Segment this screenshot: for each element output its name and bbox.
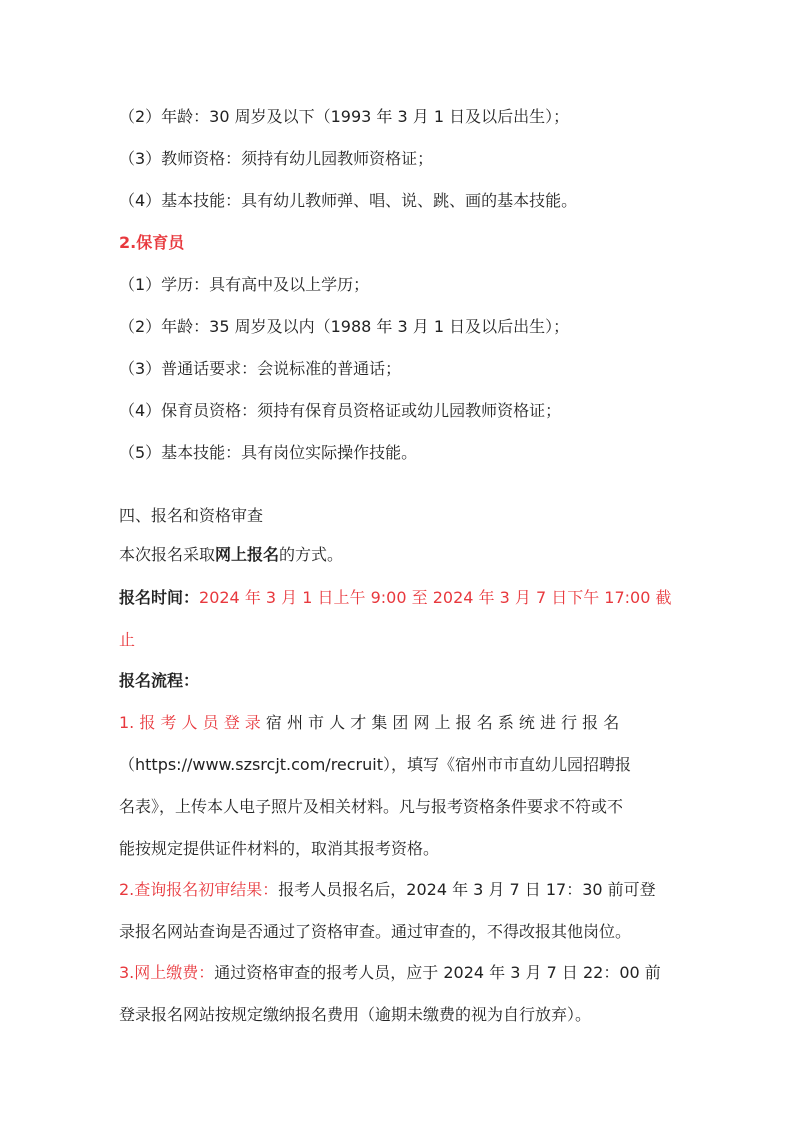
- step1-line1: [119, 712, 679, 734]
- method-bold: 网上报名: [215, 545, 280, 564]
- step1-label: 1. 报 考 人 员 登 录: [119, 713, 261, 732]
- method-prefix: 本次报名采取: [119, 545, 216, 564]
- process-label: 报名流程：: [119, 671, 200, 690]
- caregiver-skills: （5）基本技能：具有岗位实际操作技能。: [119, 443, 418, 462]
- step1-line2: （https://www.szsrcjt.com/recruit），填写《宿州市市直幼儿园招聘报: [119, 755, 631, 774]
- section-title: 四、报名和资格审查: [119, 506, 264, 525]
- step1-line3: 名表》，上传本人电子照片及相关材料。凡与报考资格条件要求不符或不: [119, 797, 624, 816]
- step1-text: 宿 州 市 人 才 集 团 网 上 报 名 系 统 进 行 报 名: [260, 713, 620, 732]
- time-label: 报名时间：: [119, 588, 200, 607]
- time-value-continued: 止: [119, 630, 136, 649]
- step2-line2: 录报名网站查询是否通过了资格审查。通过审查的，不得改报其他岗位。: [119, 922, 632, 941]
- teacher-skills: （4）基本技能：具有幼儿教师弹、唱、说、跳、画的基本技能。: [119, 191, 578, 210]
- step2-label: 2.查询报名初审结果：: [119, 880, 279, 899]
- caregiver-qualification: （4）保育员资格：须持有保育员资格证或幼儿园教师资格证；: [119, 401, 562, 420]
- teacher-qualification: （3）教师资格：须持有幼儿园教师资格证；: [119, 149, 434, 168]
- step1-line4: 能按规定提供证件材料的，取消其报考资格。: [119, 839, 440, 858]
- step3-line1: [119, 962, 679, 984]
- caregiver-education: （1）学历：具有高中及以上学历；: [119, 275, 370, 294]
- step2-line1: [119, 879, 679, 901]
- caregiver-age: （2）年龄：35 周岁及以内（1988 年 3 月 1 日及以后出生）；: [119, 317, 570, 336]
- caregiver-mandarin: （3）普通话要求：会说标准的普通话；: [119, 359, 402, 378]
- step2-text: 报考人员报名后，2024 年 3 月 7 日 17：30 前可登: [278, 880, 656, 899]
- registration-method: [119, 544, 679, 566]
- registration-time: [119, 587, 679, 609]
- step3-line2: 登录报名网站按规定缴纳报名费用（逾期未缴费的视为自行放弃）。: [119, 1005, 592, 1024]
- time-value: 2024 年 3 月 1 日上午 9:00 至 2024 年 3 月 7 日下午 17:00 截: [199, 588, 672, 607]
- step3-text: 通过资格审查的报考人员，应于 2024 年 3 月 7 日 22：00 前: [214, 963, 661, 982]
- step3-label: 3.网上缴费：: [119, 963, 215, 982]
- teacher-age: （2）年龄：30 周岁及以下（1993 年 3 月 1 日及以后出生）；: [119, 107, 570, 126]
- method-suffix: 的方式。: [279, 545, 344, 564]
- caregiver-heading: 2.保育员: [119, 233, 185, 252]
